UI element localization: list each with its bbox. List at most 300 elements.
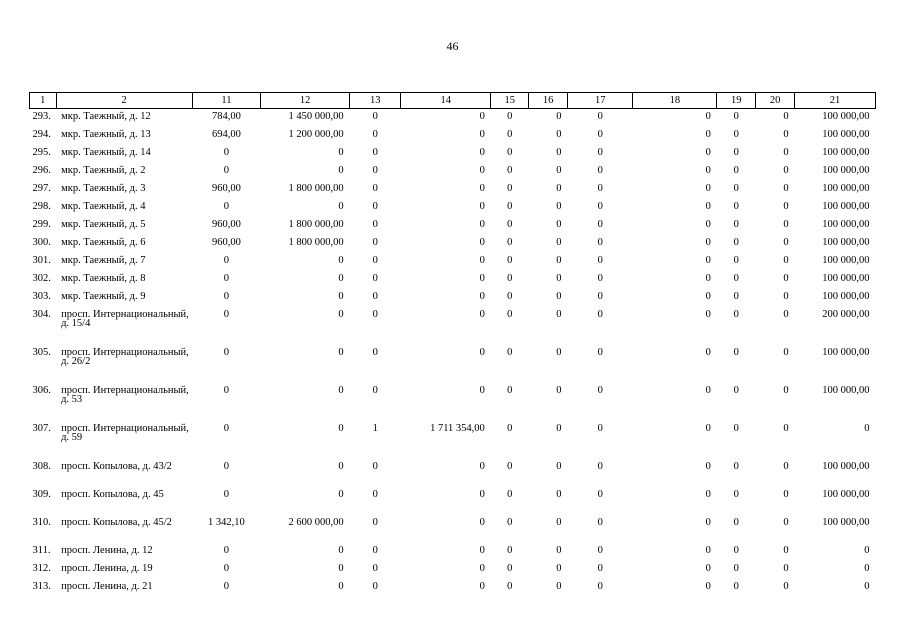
value-cell-col-18: 0 — [705, 128, 711, 140]
address-cell: мкр. Таежный, д. 3 — [61, 182, 146, 194]
column-header: 13 — [350, 93, 401, 109]
value-cell-col-14: 0 — [479, 544, 485, 556]
table-row — [30, 253, 876, 271]
value-cell-col-18: 0 — [705, 384, 711, 396]
value-cell-col-21: 100 000,00 — [822, 128, 870, 140]
value-cell-col-21: 100 000,00 — [822, 218, 870, 230]
table-row — [30, 235, 876, 253]
value-cell-col-12: 1 200 000,00 — [288, 128, 344, 140]
row-number: 301. — [32, 254, 51, 266]
value-cell-col-15: 0 — [507, 460, 513, 472]
value-cell-col-18: 0 — [705, 516, 711, 528]
value-cell-col-16: 0 — [556, 254, 562, 266]
value-cell-col-11: 1 342,10 — [208, 516, 245, 528]
value-cell-col-13: 0 — [372, 200, 378, 212]
value-cell-col-20: 0 — [783, 346, 789, 358]
value-cell-col-20: 0 — [783, 488, 789, 500]
table-row — [30, 579, 876, 597]
row-number: 306. — [32, 384, 51, 396]
address-cell: просп. Интернациональный, д. 53 — [61, 384, 189, 405]
value-cell-col-20: 0 — [783, 580, 789, 592]
value-cell-col-14: 0 — [479, 580, 485, 592]
value-cell-col-21: 100 000,00 — [822, 254, 870, 266]
value-cell-col-20: 0 — [783, 516, 789, 528]
value-cell-col-11: 0 — [223, 384, 230, 396]
value-cell-col-20: 0 — [783, 290, 789, 302]
value-cell-col-12: 0 — [338, 488, 344, 500]
value-cell-col-21: 100 000,00 — [822, 346, 870, 358]
value-cell-col-19: 0 — [733, 200, 739, 212]
value-cell-col-20: 0 — [783, 200, 789, 212]
row-number: 303. — [32, 290, 51, 302]
value-cell-col-18: 0 — [705, 290, 711, 302]
value-cell-col-21: 100 000,00 — [822, 236, 870, 248]
value-cell-col-14: 0 — [479, 516, 485, 528]
column-header: 19 — [717, 93, 756, 109]
row-number: 312. — [32, 562, 51, 574]
value-cell-col-13: 0 — [372, 272, 378, 284]
value-cell-col-21: 100 000,00 — [822, 272, 870, 284]
value-cell-col-17: 0 — [597, 346, 603, 358]
column-header: 18 — [633, 93, 717, 109]
value-cell-col-15: 0 — [507, 422, 513, 434]
value-cell-col-14: 0 — [479, 384, 485, 396]
value-cell-col-16: 0 — [556, 460, 562, 472]
value-cell-col-11: 0 — [223, 580, 230, 592]
value-cell-col-14: 0 — [479, 562, 485, 574]
row-number: 295. — [32, 146, 51, 158]
value-cell-col-16: 0 — [556, 562, 562, 574]
table-row — [30, 127, 876, 145]
value-cell-col-14: 0 — [479, 182, 485, 194]
value-cell-col-19: 0 — [733, 384, 739, 396]
value-cell-col-19: 0 — [733, 254, 739, 266]
value-cell-col-20: 0 — [783, 146, 789, 158]
value-cell-col-15: 0 — [507, 516, 513, 528]
value-cell-col-21: 100 000,00 — [822, 384, 870, 396]
value-cell-col-20: 0 — [783, 308, 789, 320]
value-cell-col-16: 0 — [556, 422, 562, 434]
value-cell-col-16: 0 — [556, 236, 562, 248]
row-number: 309. — [32, 488, 51, 500]
value-cell-col-16: 0 — [556, 544, 562, 556]
value-cell-col-15: 0 — [507, 164, 513, 176]
value-cell-col-19: 0 — [733, 562, 739, 574]
value-cell-col-15: 0 — [507, 218, 513, 230]
value-cell-col-19: 0 — [733, 488, 739, 500]
table-row — [30, 383, 876, 421]
value-cell-col-18: 0 — [705, 422, 711, 434]
address-cell: просп. Копылова, д. 45/2 — [61, 516, 172, 528]
value-cell-col-12: 0 — [338, 164, 344, 176]
value-cell-col-19: 0 — [733, 146, 739, 158]
value-cell-col-21: 100 000,00 — [822, 488, 870, 500]
value-cell-col-20: 0 — [783, 128, 789, 140]
value-cell-col-17: 0 — [597, 544, 603, 556]
address-cell: просп. Копылова, д. 45 — [61, 488, 164, 500]
value-cell-col-11: 960,00 — [211, 182, 241, 194]
value-cell-col-19: 0 — [733, 111, 739, 122]
value-cell-col-11: 694,00 — [211, 128, 241, 140]
value-cell-col-14: 0 — [479, 164, 485, 176]
value-cell-col-11: 784,00 — [211, 111, 241, 122]
address-cell: мкр. Таежный, д. 4 — [61, 200, 146, 212]
value-cell-col-17: 0 — [597, 384, 603, 396]
value-cell-col-11: 960,00 — [211, 218, 241, 230]
value-cell-col-21: 100 000,00 — [822, 164, 870, 176]
table-body — [30, 109, 876, 597]
value-cell-col-14: 0 — [479, 236, 485, 248]
column-header: 2 — [56, 93, 192, 109]
value-cell-col-15: 0 — [507, 580, 513, 592]
table-row — [30, 459, 876, 487]
value-cell-col-12: 2 600 000,00 — [288, 516, 344, 528]
table-row — [30, 181, 876, 199]
row-number: 310. — [32, 516, 51, 528]
address-cell: мкр. Таежный, д. 14 — [61, 146, 151, 158]
row-number: 311. — [32, 544, 51, 556]
address-cell: просп. Интернациональный, д. 59 — [61, 422, 189, 443]
value-cell-col-13: 0 — [372, 488, 378, 500]
row-number: 300. — [32, 236, 51, 248]
value-cell-col-11: 960,00 — [211, 236, 241, 248]
value-cell-col-18: 0 — [705, 346, 711, 358]
value-cell-col-16: 0 — [556, 272, 562, 284]
table-row — [30, 561, 876, 579]
value-cell-col-13: 0 — [372, 164, 378, 176]
value-cell-col-12: 0 — [338, 200, 344, 212]
value-cell-col-11: 0 — [223, 146, 230, 158]
value-cell-col-16: 0 — [556, 182, 562, 194]
value-cell-col-16: 0 — [556, 290, 562, 302]
value-cell-col-12: 1 800 000,00 — [288, 218, 344, 230]
value-cell-col-15: 0 — [507, 236, 513, 248]
address-cell: мкр. Таежный, д. 13 — [61, 128, 151, 140]
value-cell-col-13: 0 — [372, 111, 378, 122]
value-cell-col-18: 0 — [705, 236, 711, 248]
column-header: 11 — [192, 93, 261, 109]
value-cell-col-17: 0 — [597, 460, 603, 472]
address-cell: просп. Ленина, д. 12 — [61, 544, 153, 556]
value-cell-col-16: 0 — [556, 200, 562, 212]
address-cell: мкр. Таежный, д. 7 — [61, 254, 146, 266]
address-cell: просп. Интернациональный, д. 26/2 — [61, 346, 189, 367]
value-cell-col-18: 0 — [705, 460, 711, 472]
value-cell-col-17: 0 — [597, 218, 603, 230]
value-cell-col-21: 0 — [864, 580, 870, 592]
value-cell-col-20: 0 — [783, 422, 789, 434]
value-cell-col-18: 0 — [705, 182, 711, 194]
value-cell-col-15: 0 — [507, 308, 513, 320]
value-cell-col-17: 0 — [597, 562, 603, 574]
row-number: 302. — [32, 272, 51, 284]
value-cell-col-16: 0 — [556, 346, 562, 358]
value-cell-col-16: 0 — [556, 516, 562, 528]
value-cell-col-17: 0 — [597, 516, 603, 528]
value-cell-col-21: 100 000,00 — [822, 111, 870, 122]
address-cell: просп. Интернациональный, д. 15/4 — [61, 308, 189, 329]
value-cell-col-11: 0 — [223, 460, 230, 472]
column-header: 1 — [30, 93, 57, 109]
value-cell-col-19: 0 — [733, 544, 739, 556]
column-header: 21 — [795, 93, 876, 109]
value-cell-col-19: 0 — [733, 580, 739, 592]
value-cell-col-13: 0 — [372, 182, 378, 194]
value-cell-col-13: 0 — [372, 308, 378, 320]
value-cell-col-17: 0 — [597, 111, 603, 122]
value-cell-col-21: 0 — [864, 544, 870, 556]
value-cell-col-11: 0 — [223, 272, 230, 284]
value-cell-col-13: 0 — [372, 128, 378, 140]
address-cell: мкр. Таежный, д. 12 — [61, 111, 151, 122]
value-cell-col-15: 0 — [507, 254, 513, 266]
value-cell-col-12: 0 — [338, 346, 344, 358]
value-cell-col-11: 0 — [223, 254, 230, 266]
value-cell-col-16: 0 — [556, 488, 562, 500]
value-cell-col-17: 0 — [597, 488, 603, 500]
table-row — [30, 307, 876, 345]
address-cell: мкр. Таежный, д. 5 — [61, 218, 146, 230]
value-cell-col-12: 0 — [338, 384, 344, 396]
value-cell-col-18: 0 — [705, 254, 711, 266]
value-cell-col-17: 0 — [597, 580, 603, 592]
value-cell-col-11: 0 — [223, 200, 230, 212]
value-cell-col-21: 100 000,00 — [822, 290, 870, 302]
row-number: 304. — [32, 308, 51, 320]
value-cell-col-14: 0 — [479, 254, 485, 266]
value-cell-col-14: 0 — [479, 346, 485, 358]
value-cell-col-16: 0 — [556, 111, 562, 122]
value-cell-col-12: 0 — [338, 146, 344, 158]
value-cell-col-15: 0 — [507, 346, 513, 358]
address-cell: просп. Ленина, д. 21 — [61, 580, 153, 592]
value-cell-col-11: 0 — [223, 308, 230, 320]
value-cell-col-20: 0 — [783, 460, 789, 472]
value-cell-col-14: 0 — [479, 488, 485, 500]
value-cell-col-18: 0 — [705, 164, 711, 176]
value-cell-col-17: 0 — [597, 272, 603, 284]
value-cell-col-13: 0 — [372, 460, 378, 472]
value-cell-col-16: 0 — [556, 580, 562, 592]
row-number: 308. — [32, 460, 51, 472]
value-cell-col-12: 0 — [338, 272, 344, 284]
value-cell-col-15: 0 — [507, 111, 513, 122]
value-cell-col-15: 0 — [507, 272, 513, 284]
value-cell-col-17: 0 — [597, 182, 603, 194]
value-cell-col-21: 100 000,00 — [822, 200, 870, 212]
address-cell: мкр. Таежный, д. 8 — [61, 272, 146, 284]
table-row — [30, 199, 876, 217]
value-cell-col-15: 0 — [507, 146, 513, 158]
value-cell-col-17: 0 — [597, 146, 603, 158]
value-cell-col-20: 0 — [783, 182, 789, 194]
value-cell-col-13: 0 — [372, 146, 378, 158]
value-cell-col-14: 0 — [479, 128, 485, 140]
row-number: 299. — [32, 218, 51, 230]
value-cell-col-14: 0 — [479, 146, 485, 158]
value-cell-col-17: 0 — [597, 308, 603, 320]
value-cell-col-15: 0 — [507, 544, 513, 556]
table-row — [30, 515, 876, 543]
value-cell-col-18: 0 — [705, 544, 711, 556]
value-cell-col-19: 0 — [733, 164, 739, 176]
column-header: 14 — [401, 93, 491, 109]
value-cell-col-19: 0 — [733, 290, 739, 302]
value-cell-col-12: 0 — [338, 562, 344, 574]
value-cell-col-15: 0 — [507, 562, 513, 574]
table-row — [30, 217, 876, 235]
value-cell-col-16: 0 — [556, 164, 562, 176]
value-cell-col-15: 0 — [507, 290, 513, 302]
value-cell-col-13: 0 — [372, 218, 378, 230]
value-cell-col-18: 0 — [705, 218, 711, 230]
table-row — [30, 421, 876, 459]
value-cell-col-17: 0 — [597, 254, 603, 266]
value-cell-col-16: 0 — [556, 308, 562, 320]
value-cell-col-11: 0 — [223, 422, 230, 434]
value-cell-col-17: 0 — [597, 236, 603, 248]
row-number: 297. — [32, 182, 51, 194]
value-cell-col-14: 0 — [479, 308, 485, 320]
value-cell-col-11: 0 — [223, 290, 230, 302]
value-cell-col-18: 0 — [705, 111, 711, 122]
page-number: 46 — [446, 39, 459, 53]
value-cell-col-11: 0 — [223, 544, 230, 556]
data-table — [29, 92, 876, 597]
value-cell-col-14: 0 — [479, 460, 485, 472]
value-cell-col-16: 0 — [556, 218, 562, 230]
value-cell-col-20: 0 — [783, 384, 789, 396]
value-cell-col-17: 0 — [597, 164, 603, 176]
value-cell-col-11: 0 — [223, 164, 230, 176]
value-cell-col-17: 0 — [597, 200, 603, 212]
value-cell-col-13: 1 — [372, 422, 378, 434]
value-cell-col-13: 0 — [372, 580, 378, 592]
value-cell-col-20: 0 — [783, 164, 789, 176]
address-cell: просп. Копылова, д. 43/2 — [61, 460, 172, 472]
value-cell-col-19: 0 — [733, 346, 739, 358]
header-row — [30, 93, 876, 109]
value-cell-col-19: 0 — [733, 308, 739, 320]
value-cell-col-12: 0 — [338, 308, 344, 320]
value-cell-col-11: 0 — [223, 562, 230, 574]
value-cell-col-14: 1 711 354,00 — [430, 422, 485, 434]
value-cell-col-14: 0 — [479, 218, 485, 230]
table-row — [30, 487, 876, 515]
value-cell-col-17: 0 — [597, 290, 603, 302]
table-row — [30, 163, 876, 181]
value-cell-col-12: 0 — [338, 254, 344, 266]
value-cell-col-13: 0 — [372, 236, 378, 248]
table-row — [30, 543, 876, 561]
value-cell-col-21: 200 000,00 — [822, 308, 870, 320]
value-cell-col-13: 0 — [372, 254, 378, 266]
value-cell-col-18: 0 — [705, 272, 711, 284]
column-header: 12 — [261, 93, 350, 109]
value-cell-col-21: 100 000,00 — [822, 460, 870, 472]
value-cell-col-19: 0 — [733, 236, 739, 248]
address-cell: мкр. Таежный, д. 6 — [61, 236, 146, 248]
value-cell-col-21: 100 000,00 — [822, 516, 870, 528]
address-cell: мкр. Таежный, д. 2 — [61, 164, 146, 176]
value-cell-col-20: 0 — [783, 111, 789, 122]
column-header: 17 — [568, 93, 633, 109]
value-cell-col-20: 0 — [783, 544, 789, 556]
value-cell-col-16: 0 — [556, 384, 562, 396]
value-cell-col-21: 100 000,00 — [822, 146, 870, 158]
column-header: 20 — [756, 93, 795, 109]
value-cell-col-20: 0 — [783, 254, 789, 266]
value-cell-col-12: 1 800 000,00 — [288, 236, 344, 248]
value-cell-col-12: 1 450 000,00 — [288, 111, 344, 122]
value-cell-col-16: 0 — [556, 146, 562, 158]
value-cell-col-17: 0 — [597, 422, 603, 434]
value-cell-col-18: 0 — [705, 200, 711, 212]
value-cell-col-20: 0 — [783, 236, 789, 248]
value-cell-col-14: 0 — [479, 272, 485, 284]
value-cell-col-21: 100 000,00 — [822, 182, 870, 194]
value-cell-col-20: 0 — [783, 562, 789, 574]
address-cell: просп. Ленина, д. 19 — [61, 562, 153, 574]
value-cell-col-12: 0 — [338, 544, 344, 556]
value-cell-col-20: 0 — [783, 218, 789, 230]
address-cell: мкр. Таежный, д. 9 — [61, 290, 146, 302]
value-cell-col-19: 0 — [733, 460, 739, 472]
value-cell-col-16: 0 — [556, 128, 562, 140]
column-header: 15 — [491, 93, 529, 109]
value-cell-col-13: 0 — [372, 346, 378, 358]
table-row — [30, 145, 876, 163]
value-cell-col-11: 0 — [223, 488, 230, 500]
value-cell-col-18: 0 — [705, 146, 711, 158]
row-number: 293. — [32, 111, 51, 122]
value-cell-col-13: 0 — [372, 290, 378, 302]
value-cell-col-18: 0 — [705, 308, 711, 320]
value-cell-col-11: 0 — [223, 346, 230, 358]
value-cell-col-14: 0 — [479, 200, 485, 212]
row-number: 294. — [32, 128, 51, 140]
value-cell-col-15: 0 — [507, 200, 513, 212]
value-cell-col-13: 0 — [372, 516, 378, 528]
value-cell-col-15: 0 — [507, 128, 513, 140]
value-cell-col-18: 0 — [705, 580, 711, 592]
value-cell-col-20: 0 — [783, 272, 789, 284]
value-cell-col-19: 0 — [733, 422, 739, 434]
value-cell-col-15: 0 — [507, 384, 513, 396]
value-cell-col-21: 0 — [864, 422, 870, 434]
value-cell-col-19: 0 — [733, 218, 739, 230]
column-header: 16 — [529, 93, 568, 109]
value-cell-col-13: 0 — [372, 384, 378, 396]
value-cell-col-12: 0 — [338, 422, 344, 434]
value-cell-col-15: 0 — [507, 182, 513, 194]
value-cell-col-15: 0 — [507, 488, 513, 500]
value-cell-col-19: 0 — [733, 272, 739, 284]
table-row — [30, 271, 876, 289]
table-row — [30, 345, 876, 383]
value-cell-col-18: 0 — [705, 488, 711, 500]
row-number: 296. — [32, 164, 51, 176]
value-cell-col-13: 0 — [372, 562, 378, 574]
value-cell-col-19: 0 — [733, 516, 739, 528]
value-cell-col-14: 0 — [479, 290, 485, 302]
row-number: 305. — [32, 346, 51, 358]
value-cell-col-13: 0 — [372, 544, 378, 556]
table-row — [30, 289, 876, 307]
value-cell-col-12: 0 — [338, 290, 344, 302]
value-cell-col-21: 0 — [864, 562, 870, 574]
row-number: 313. — [32, 580, 51, 592]
